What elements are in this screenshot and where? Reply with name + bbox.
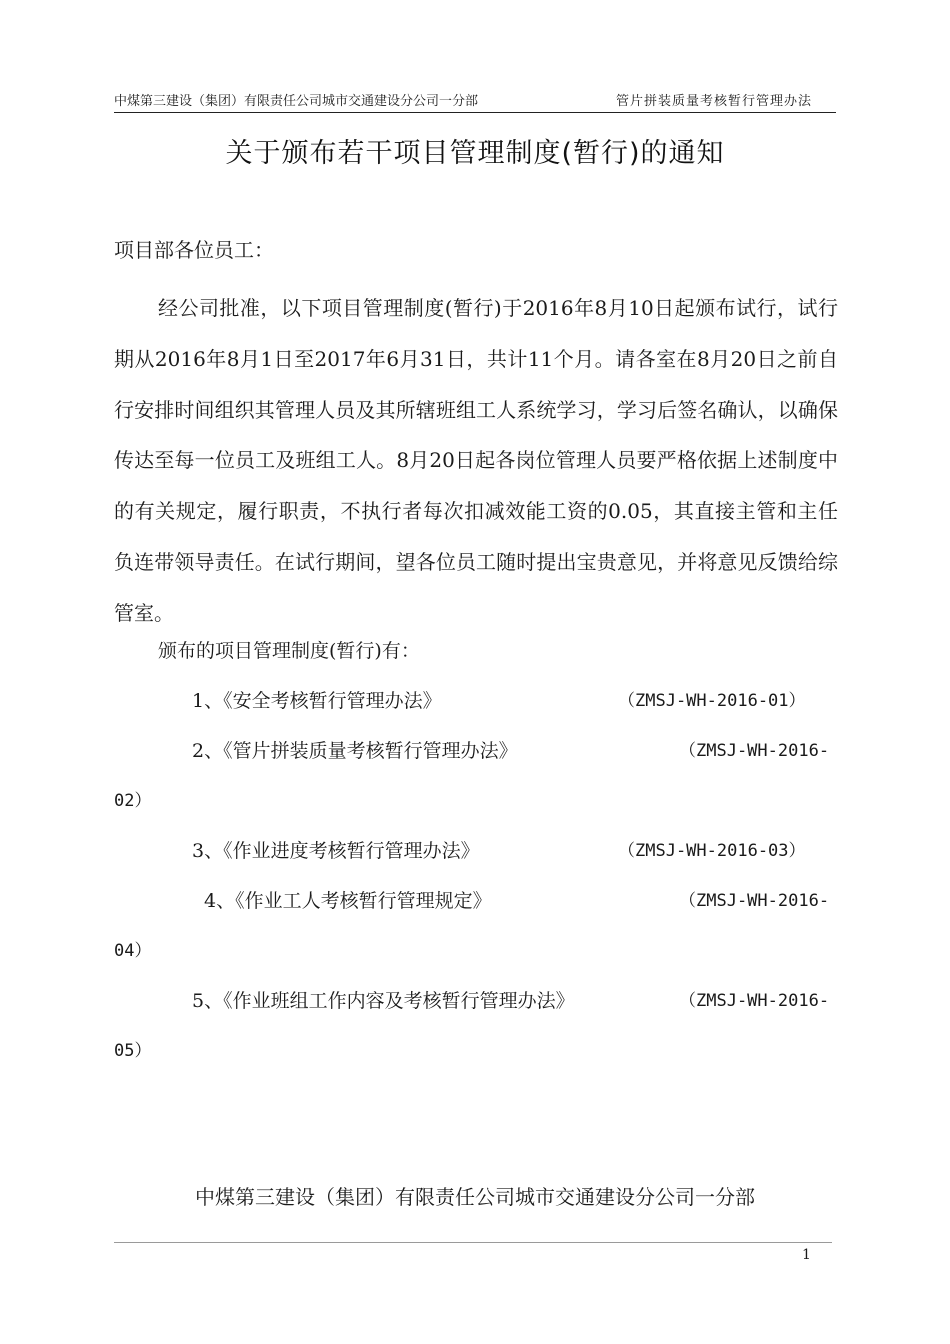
list-item-2-name: 2、《管片拼装质量考核暂行管理办法》 [192, 740, 518, 762]
list-item-2-code: （ZMSJ-WH-2016- [679, 741, 830, 761]
header-organization: 中煤第三建设（集团）有限责任公司城市交通建设分公司一分部 [114, 94, 479, 109]
list-item-4-code-tail: 04） [114, 941, 152, 961]
list-item-2-code-tail: 02） [114, 791, 152, 811]
list-item-5-code-tail: 05） [114, 1041, 152, 1061]
list-item-5-code: （ZMSJ-WH-2016- [679, 991, 830, 1011]
notice-title: 关于颁布若干项目管理制度(暂行)的通知 [225, 138, 725, 169]
header-document-title: 管片拼装质量考核暂行管理办法 [615, 94, 812, 109]
issuer-signature: 中煤第三建设（集团）有限责任公司城市交通建设分公司一分部 [195, 1185, 755, 1209]
list-intro: 颁布的项目管理制度(暂行)有： [158, 640, 420, 662]
list-item-1-name: 1、《安全考核暂行管理办法》 [192, 690, 442, 712]
list-item-4-name: 4、《作业工人考核暂行管理规定》 [204, 890, 492, 912]
notice-body: 经公司批准，以下项目管理制度(暂行)于2016年8月10日起颁布试行，试行期从2016年8月1日至2017年6月31日，共计11个月。请各室在8月20日之前自行安排时间组织其管理人员及其所辖班组工人系统学习，学习后签名确认，以确保传达至每一位员工及班组工人。8月20日起各岗位管理人员要严格依据上述制度中的有关规定，履行职责，不执行者每次扣减效能工资的0.05，其直接主管和主任负连带领导责任。在试行期间，望各位员工随时提出宝贵意见，并将意见反馈给综管室。 [114, 296, 838, 625]
list-item-3-code: （ZMSJ-WH-2016-03） [618, 841, 806, 861]
list-item-4-code: （ZMSJ-WH-2016- [679, 891, 830, 911]
page-number: 1 [802, 1247, 811, 1263]
salutation: 项目部各位员工： [114, 238, 274, 262]
footer-divider [114, 1242, 832, 1243]
list-item-1-code: （ZMSJ-WH-2016-01） [618, 691, 806, 711]
page-header [114, 92, 836, 113]
list-item-5-name: 5、《作业班组工作内容及考核暂行管理办法》 [192, 990, 575, 1012]
list-item-3-name: 3、《作业进度考核暂行管理办法》 [192, 840, 480, 862]
